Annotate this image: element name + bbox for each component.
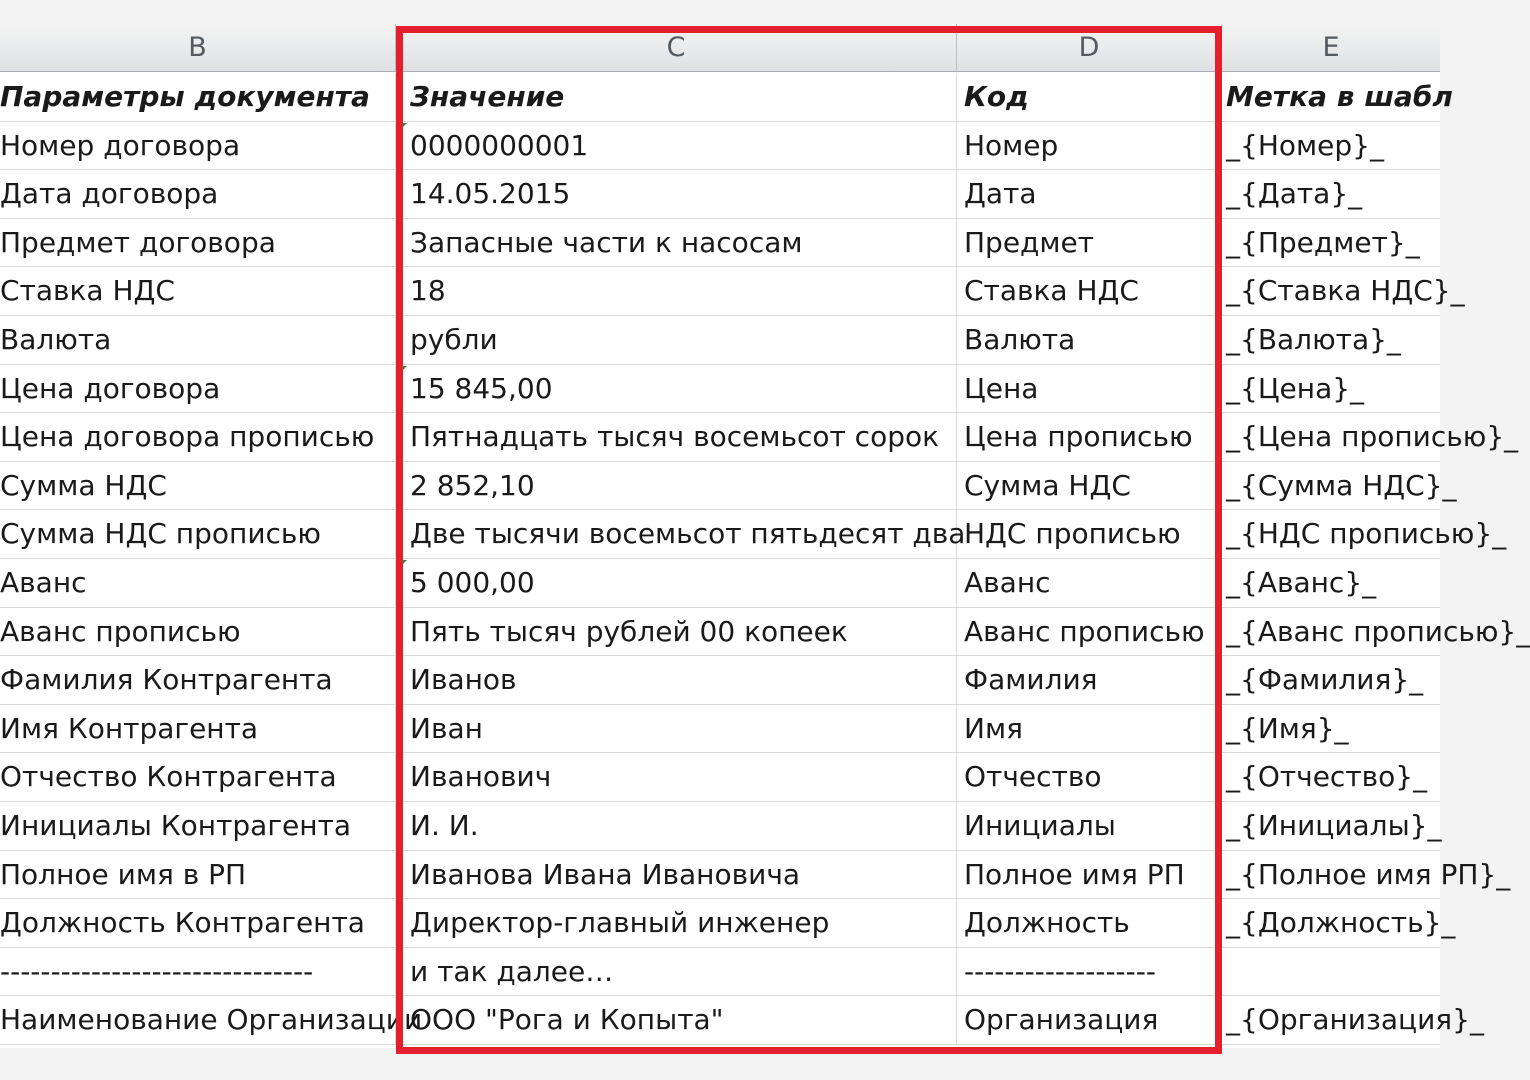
cell-e[interactable]: _{Дата}_ bbox=[1226, 177, 1363, 211]
cell-e[interactable]: _{Имя}_ bbox=[1226, 711, 1349, 745]
cell-d[interactable]: Полное имя РП bbox=[957, 851, 1222, 899]
cell-c[interactable]: и так далее… bbox=[396, 948, 957, 996]
cell-b[interactable]: Полное имя в РП bbox=[0, 851, 396, 899]
table-row bbox=[0, 510, 1507, 559]
cell-e[interactable]: _{Аванс прописью}_ bbox=[1226, 614, 1530, 648]
cell-e[interactable]: _{Предмет}_ bbox=[1226, 225, 1420, 259]
cell-b[interactable]: ------------------------------- bbox=[0, 948, 396, 996]
cell-b[interactable]: Имя Контрагента bbox=[0, 705, 396, 753]
cell-c[interactable]: Иванович bbox=[396, 753, 957, 801]
cell-d[interactable]: ------------------- bbox=[957, 948, 1222, 996]
cell-d[interactable]: Валюта bbox=[957, 316, 1222, 364]
cell-e[interactable]: _{Инициалы}_ bbox=[1226, 808, 1442, 842]
header-cell-d[interactable]: Код bbox=[957, 73, 1222, 121]
cell-d[interactable]: Предмет bbox=[957, 219, 1222, 267]
cell-b[interactable]: Ставка НДС bbox=[0, 267, 396, 315]
cell-d[interactable]: Инициалы bbox=[957, 802, 1222, 850]
cell-d[interactable]: Организация bbox=[957, 996, 1222, 1044]
table-row bbox=[0, 559, 1440, 608]
cell-b[interactable]: Дата договора bbox=[0, 170, 396, 218]
cell-c[interactable]: Директор-главный инженер bbox=[396, 899, 957, 947]
cell-b[interactable]: Должность Контрагента bbox=[0, 899, 396, 947]
error-indicator-icon[interactable] bbox=[397, 560, 407, 570]
cell-d[interactable]: Аванс прописью bbox=[957, 608, 1222, 656]
cell-b[interactable]: Цена договора прописью bbox=[0, 413, 396, 461]
cell-d[interactable]: Ставка НДС bbox=[957, 267, 1222, 315]
table-row bbox=[0, 899, 1456, 948]
cell-b[interactable]: Инициалы Контрагента bbox=[0, 802, 396, 850]
table-row bbox=[0, 316, 1440, 365]
cell-d[interactable]: Цена bbox=[957, 365, 1222, 413]
cell-e[interactable]: _{НДС прописью}_ bbox=[1226, 517, 1507, 551]
cell-c[interactable]: Иванов bbox=[396, 656, 957, 704]
cell-d[interactable]: Отчество bbox=[957, 753, 1222, 801]
cell-d[interactable]: Номер bbox=[957, 122, 1222, 170]
header-cell-c[interactable]: Значение bbox=[396, 73, 957, 121]
cell-b[interactable]: Фамилия Контрагента bbox=[0, 656, 396, 704]
cell-b[interactable]: Валюта bbox=[0, 316, 396, 364]
header-cell-b[interactable]: Параметры документа bbox=[0, 73, 396, 121]
column-header-c[interactable]: C bbox=[396, 24, 957, 72]
table-row bbox=[0, 462, 1457, 511]
cell-c[interactable]: Иванова Ивана Ивановича bbox=[396, 851, 957, 899]
column-header-e[interactable]: E bbox=[1222, 24, 1440, 72]
cell-d[interactable]: Имя bbox=[957, 705, 1222, 753]
cell-d[interactable]: Должность bbox=[957, 899, 1222, 947]
cell-e[interactable]: _{Ставка НДС}_ bbox=[1226, 274, 1465, 308]
cell-d[interactable]: Цена прописью bbox=[957, 413, 1222, 461]
cell-c[interactable]: Запасные части к насосам bbox=[396, 219, 957, 267]
column-header-b[interactable]: B bbox=[0, 24, 396, 72]
table-row bbox=[0, 413, 1519, 462]
cell-d[interactable]: Аванс bbox=[957, 559, 1222, 607]
error-indicator-icon[interactable] bbox=[397, 366, 407, 376]
table-row bbox=[0, 608, 1530, 657]
cell-c[interactable]: 14.05.2015 bbox=[396, 170, 957, 218]
cell-b[interactable]: Аванс прописью bbox=[0, 608, 396, 656]
cell-e[interactable]: _{Валюта}_ bbox=[1226, 322, 1401, 356]
table-row bbox=[0, 802, 1440, 851]
cell-d[interactable]: НДС прописью bbox=[957, 510, 1222, 558]
table-row bbox=[0, 753, 1440, 802]
cell-c[interactable]: 15 845,00 bbox=[396, 365, 957, 413]
cell-c[interactable]: 5 000,00 bbox=[396, 559, 957, 607]
cell-d[interactable]: Сумма НДС bbox=[957, 462, 1222, 510]
table-row bbox=[0, 122, 1440, 171]
cell-b[interactable]: Сумма НДС bbox=[0, 462, 396, 510]
cell-c[interactable]: 18 bbox=[396, 267, 957, 315]
error-indicator-icon[interactable] bbox=[397, 123, 407, 133]
cell-e[interactable]: _{Аванс}_ bbox=[1226, 565, 1377, 599]
cell-c[interactable]: Две тысячи восемьсот пятьдесят два bbox=[396, 510, 957, 558]
cell-b[interactable]: Номер договора bbox=[0, 122, 396, 170]
table-row bbox=[0, 365, 1440, 414]
table-row bbox=[0, 948, 1440, 997]
cell-c[interactable]: Пять тысяч рублей 00 копеек bbox=[396, 608, 957, 656]
table-row bbox=[0, 705, 1440, 754]
cell-b[interactable]: Предмет договора bbox=[0, 219, 396, 267]
cell-b[interactable]: Отчество Контрагента bbox=[0, 753, 396, 801]
cell-b[interactable]: Наименование Организации bbox=[0, 996, 396, 1044]
cell-e[interactable]: _{Номер}_ bbox=[1226, 128, 1384, 162]
cell-grid bbox=[0, 73, 1530, 1045]
table-row bbox=[0, 851, 1511, 900]
table-row bbox=[0, 219, 1440, 268]
header-row bbox=[0, 73, 1453, 122]
cell-e[interactable]: _{Полное имя РП}_ bbox=[1226, 857, 1511, 891]
cell-c[interactable]: рубли bbox=[396, 316, 957, 364]
cell-c[interactable]: Иван bbox=[396, 705, 957, 753]
cell-e[interactable]: _{Фамилия}_ bbox=[1226, 663, 1424, 697]
cell-c[interactable]: ООО "Рога и Копыта" bbox=[396, 996, 957, 1044]
cell-d[interactable]: Дата bbox=[957, 170, 1222, 218]
cell-d[interactable]: Фамилия bbox=[957, 656, 1222, 704]
cell-e[interactable]: _{Цена прописью}_ bbox=[1226, 420, 1519, 454]
cell-c[interactable]: 2 852,10 bbox=[396, 462, 957, 510]
table-row bbox=[0, 267, 1465, 316]
cell-c[interactable]: И. И. bbox=[396, 802, 957, 850]
column-header-d[interactable]: D bbox=[957, 24, 1222, 72]
cell-b[interactable]: Аванс bbox=[0, 559, 396, 607]
cell-e[interactable]: _{Цена}_ bbox=[1226, 371, 1365, 405]
cell-e[interactable]: _{Сумма НДС}_ bbox=[1226, 468, 1457, 502]
header-cell-e[interactable]: Метка в шабл bbox=[1226, 80, 1453, 113]
cell-c[interactable]: Пятнадцать тысяч восемьсот сорок bbox=[396, 413, 957, 461]
cell-b[interactable]: Цена договора bbox=[0, 365, 396, 413]
cell-e[interactable]: _{Должность}_ bbox=[1226, 906, 1456, 940]
cell-e[interactable] bbox=[1222, 948, 1440, 996]
cell-e[interactable]: _{Отчество}_ bbox=[1226, 760, 1428, 794]
cell-c[interactable]: 0000000001 bbox=[396, 122, 957, 170]
table-row bbox=[0, 656, 1440, 705]
table-row bbox=[0, 996, 1484, 1045]
table-row bbox=[0, 170, 1440, 219]
cell-b[interactable]: Сумма НДС прописью bbox=[0, 510, 396, 558]
cell-e[interactable]: _{Организация}_ bbox=[1226, 1003, 1484, 1037]
